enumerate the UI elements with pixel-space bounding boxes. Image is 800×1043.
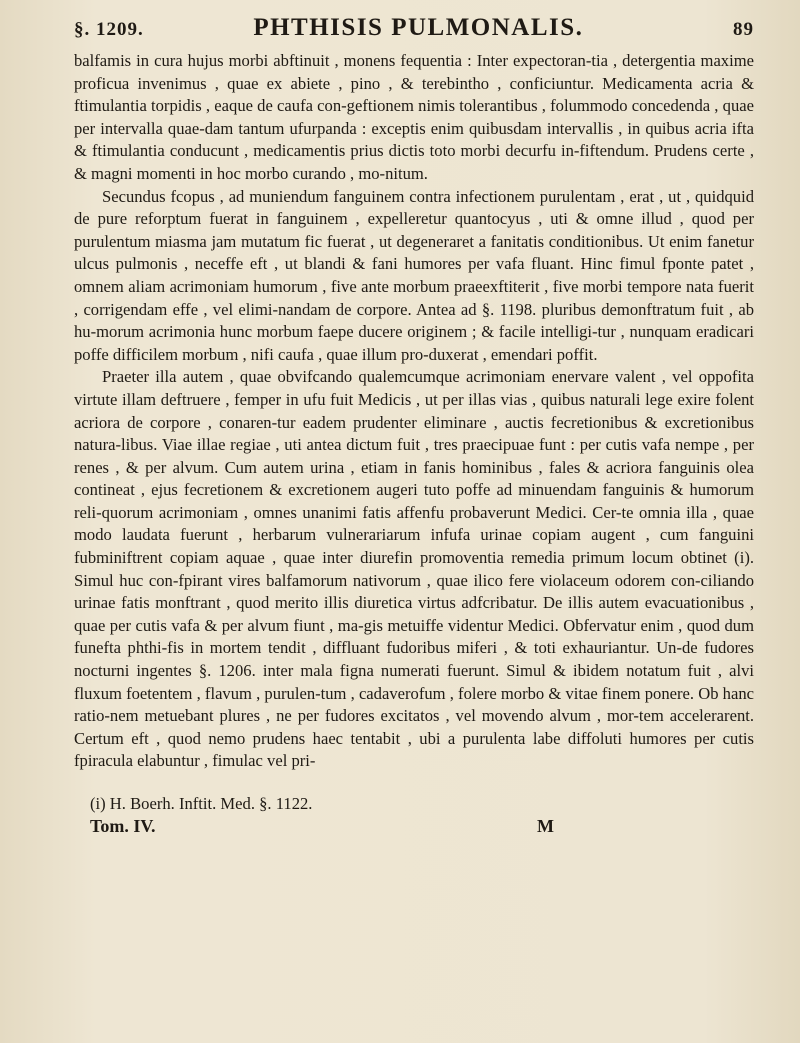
volume-label: Tom. IV.: [90, 816, 156, 836]
footnote: (i) H. Boerh. Inftit. Med. §. 1122.: [90, 794, 313, 813]
section-number: §. 1209.: [74, 19, 144, 40]
main-text: [74, 50, 754, 773]
paragraph-1: balfamis in cura hujus morbi abftinuit , monens fequentia : Inter expectoran-tia , detergentia maxime proficua invenimus , quae ex abiete , pino , & terebintho , conficiuntur. Medicamenta acria & ftimulantia torpidis , eaque de caufa con-geftionem nimis tolerantibus , folummodo concedenda , quae per intervalla quae-dam tantum ufurpanda : exceptis enim quibusdam intervallis , in quibus acria ifta & ftimulantia conducunt , medicamentis prius dictis toto morbi decurfu in-fiftendum. Prudens certe , & magni momenti in hoc morbo curando , mo-nitum.: [74, 51, 754, 183]
signature-mark: M: [537, 816, 554, 836]
page-number: 89: [733, 19, 754, 40]
running-header: [74, 14, 754, 48]
paragraph-3: Praeter illa autem , quae obvifcando qualemcumque acrimoniam enervare valent , vel oppofita virtute illam deftruere , femper in ufu fuit Medicis , ut per illas vias , quibus naturali lege exire folent acriora de corpore , conaren-tur eadem prudenter eliminare , auctis fecretionibus & excretionibus natura-libus. Viae illae regiae , uti antea dictum fuit , tres praecipuae funt : per cutis vafa nempe , per renes , & per alvum. Cum autem urina , etiam in fanis hominibus , fales & acriora fanguinis olea contineat , ejus fecretionem & excretionem augeri tuto poffe ad minuendam fanguinis & humorum reli-quorum acrimoniam , omnes unanimi fatis affenfu probaverunt Medici. Cer-te omnia illa , quae modo laudata fuerunt , herbarum vulnerariarum infufa urinae copiam augent , cum fanguini fubminiftrent copiam aquae , quae inter diurefin promoventia remedia primum locum obtinet (i). Simul huc con-fpirant vires balfamorum nativorum , quae ilico fere violaceum odorem con-ciliando urinae fatis monftrant , quod merito illis diuretica virtus adfcribatur. De illis autem evacuationibus , quae per cutis vafa & per alvum fiunt , ma-gis metuiffe videntur Medici. Obfervatur enim , quod dum funefta phthi-fis in mortem tendit , diffluant fudoribus miferi , & toti exhauriantur. Un-de fudores nocturni ingentes §. 1206. inter mala figna numerati fuerunt. Simul & ibidem notatum fuit , alvi fluxum foetentem , flavum , purulen-tum , cadaverofum , folere morbo & vitae finem ponere. Ob hanc ratio-nem metuebant plures , ne per fudores excitatos , vel movendo alvum , mor-tem accelerarent. Certum eft , quod nemo prudens haec tentabit , ubi a purulenta labe diffoluti humores per cutis fpiracula elabuntur , fimulac vel pri-: [74, 367, 754, 771]
page-footer: [74, 816, 754, 837]
paragraph-2: Secundus fcopus , ad muniendum fanguinem contra infectionem purulentam , erat , ut , quidquid de pure reforptum fuerat in fanguinem , expelleretur quantocyus , uti & omne illud , quod per purulentum miasma jam mutatum fic fuerat , ut degeneraret a fanitatis conditionibus. Ut enim fanetur ulcus pulmonis , neceffe eft , ut blandi & fani humores per vafa fluant. Hinc fimul fponte patet , omnem aliam acrimoniam humorum , five ante morbum praeexftiterit , five morbi tempore nata fuerit , corrigendam effe , vel elimi-nandam de corpore. Antea ad §. 1198. pluribus demonftratum fuit , ab hu-morum acrimonia hunc morbum faepe ducere originem ; & facile intelligi-tur , nunquam eradicari poffe difficilem morbum , nifi caufa , quae illum pro-duxerat , emendari poffit.: [74, 186, 754, 364]
running-title: PHTHISIS PULMONALIS.: [253, 14, 584, 41]
